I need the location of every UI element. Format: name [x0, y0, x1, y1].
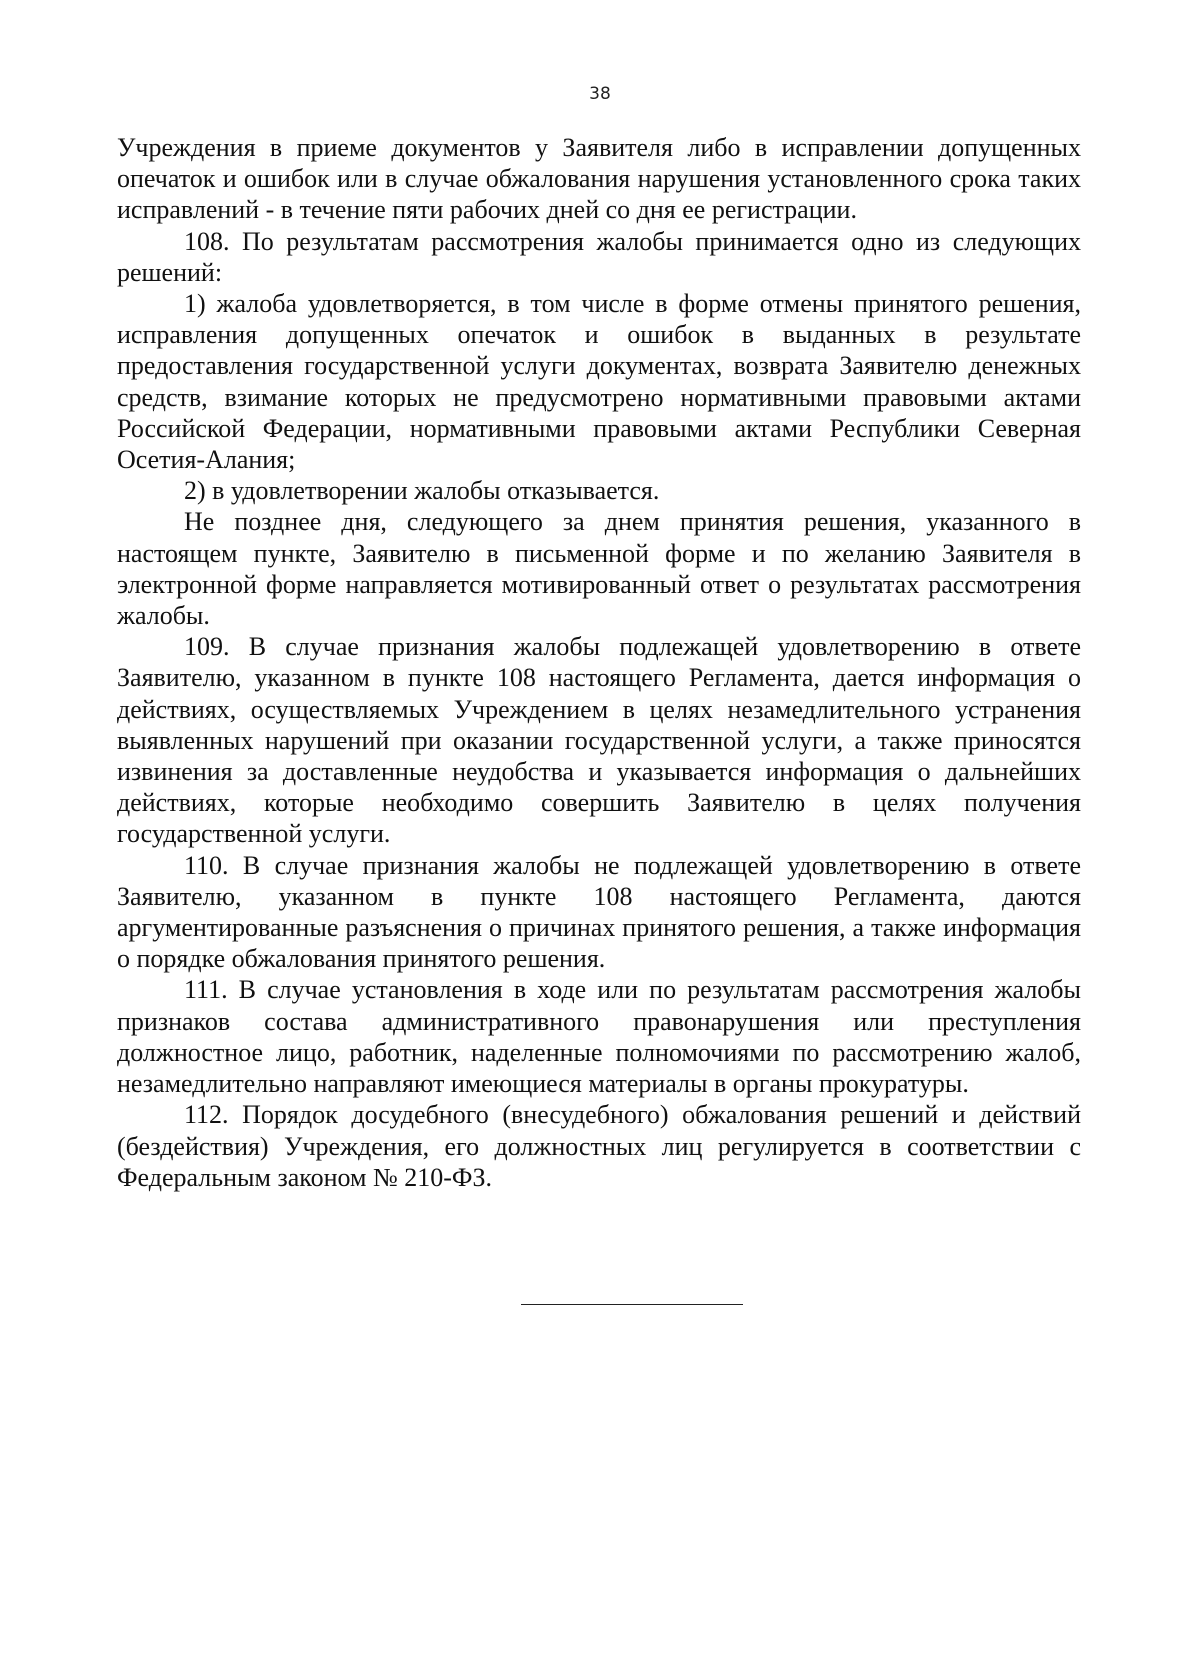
paragraph-108: 108. По результатам рассмотрения жалобы принимается одно из следующих решений:: [117, 226, 1081, 287]
end-of-document-divider: [521, 1304, 743, 1305]
document-body: [117, 132, 1081, 1193]
paragraph-110: 110. В случае признания жалобы не подлежащей удовлетворению в ответе Заявителю, указанном в пункте 108 настоящего Регламента, даются аргументированные разъяснения о причинах принятого решения, а также информация о порядке обжалования принятого решения.: [117, 850, 1081, 974]
paragraph-continuation: Учреждения в приеме документов у Заявителя либо в исправлении допущенных опечаток и ошибок или в случае обжалования нарушения установленного срока таких исправлений - в течение пяти рабочих дней со дня ее регистрации.: [117, 133, 1081, 225]
paragraph-112: 112. Порядок досудебного (внесудебного) обжалования решений и действий (бездействия) Учреждения, его должностных лиц регулируется в соответствии с Федеральным законом № 210-ФЗ.: [117, 1100, 1081, 1192]
paragraph-109: 109. В случае признания жалобы подлежащей удовлетворению в ответе Заявителю, указанном в пункте 108 настоящего Регламента, дается информация о действиях, осуществляемых Учреждением в целях незамедлительного устранения выявленных нарушений при оказании государственной услуги, а также приносятся извинения за доставленные неудобства и указывается информация о дальнейших действиях, которые необходимо совершить Заявителю в целях получения государственной услуги.: [117, 632, 1081, 849]
paragraph-111: 111. В случае установления в ходе или по результатам рассмотрения жалобы признаков состава административного правонарушения или преступления должностное лицо, работник, наделенные полномочиями по рассмотрению жалоб, незамедлительно направляют имеющиеся материалы в органы прокуратуры.: [117, 975, 1081, 1099]
page-number: 38: [589, 84, 611, 104]
paragraph-108-answer: Не позднее дня, следующего за днем принятия решения, указанного в настоящем пункте, Заявителю в письменной форме и по желанию Заявителя в электронной форме направляется мотивированный ответ о результатах рассмотрения жалобы.: [117, 507, 1081, 631]
paragraph-108-item-1: 1) жалоба удовлетворяется, в том числе в форме отмены принятого решения, исправления допущенных опечаток и ошибок в выданных в результате предоставления государственной услуги документах, возврата Заявителю денежных средств, взимание которых не предусмотрено нормативными правовыми актами Российской Федерации, нормативными правовыми актами Республики Северная Осетия-Алания;: [117, 289, 1081, 475]
paragraph-108-item-2: 2) в удовлетворении жалобы отказывается.: [184, 476, 660, 506]
